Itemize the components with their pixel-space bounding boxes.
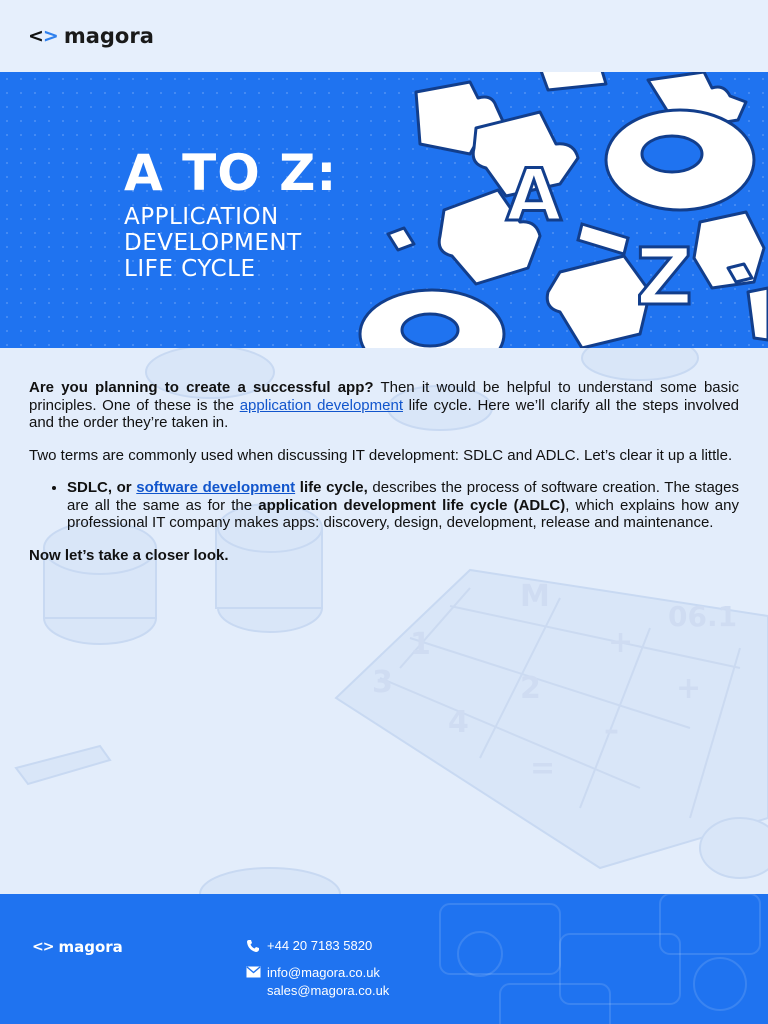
logo-mark-icon: <>	[28, 25, 58, 47]
terms-list	[29, 479, 739, 532]
calc-key-label: 4	[448, 705, 469, 740]
calc-key-label: 2	[520, 671, 541, 706]
hero-subtitle-line: DEVELOPMENT	[124, 230, 302, 256]
email-icon	[246, 966, 261, 978]
calc-key-label: M	[520, 579, 550, 614]
software-development-link[interactable]: software development	[136, 479, 296, 496]
art-letter-a: A	[506, 153, 562, 237]
top-bar	[0, 0, 768, 72]
hero-subtitle-line: LIFE CYCLE	[124, 256, 256, 282]
hero-banner	[0, 72, 768, 348]
intro-paragraph: Are you planning to create a successful app? Then it would be helpful to understand some basic principles. One of these is the application development life cycle. Here we’ll clarify all the steps involved and the order they’re taken in.	[29, 379, 740, 431]
intro-lead: Are you planning to create a successful app?	[29, 379, 374, 396]
email-info[interactable]: info@magora.co.uk	[267, 965, 380, 980]
calc-key-label: –	[604, 713, 619, 748]
terms-paragraph: Two terms are commonly used when discussing IT development: SDLC and ADLC. Let’s clear it up a little.	[29, 446, 733, 464]
puzzle-illustration	[0, 72, 768, 348]
brand-logo[interactable]	[28, 24, 154, 48]
phone-icon	[246, 939, 260, 953]
email-sales[interactable]: sales@magora.co.uk	[267, 983, 390, 998]
hero-subtitle	[124, 204, 302, 282]
calc-key-label: 3	[372, 665, 393, 700]
application-development-link[interactable]: application development	[239, 396, 403, 414]
footer	[0, 894, 768, 1024]
calc-key-label: +	[676, 671, 702, 706]
logo-wordmark: magora	[58, 938, 123, 956]
footer-background-art	[0, 894, 768, 1024]
calc-key-label: +	[608, 625, 634, 660]
logo-wordmark: magora	[63, 24, 154, 48]
hero-subtitle-line: APPLICATION	[124, 204, 279, 230]
calc-display-label: 06.1	[668, 600, 738, 633]
footer-phone[interactable]: +44 20 7183 5820	[246, 937, 372, 955]
art-letter-z: Z	[636, 233, 693, 323]
footer-logo[interactable]	[32, 938, 123, 956]
calc-key-label: 1	[410, 627, 431, 662]
logo-mark-icon: <>	[32, 939, 54, 955]
calc-key-label: =	[530, 751, 556, 786]
hero-title: A TO Z:	[124, 144, 338, 202]
footer-emails[interactable]	[246, 964, 389, 1000]
article-body	[29, 379, 739, 579]
list-item: • SDLC, or software development life cycle, describes the process of software creation. The stages are all the same as for the application development life cycle (ADLC), which explains how any professional IT company makes apps: discovery, design, development, release and maintenance.	[67, 479, 739, 532]
closing-line: Now let’s take a closer look.	[29, 546, 229, 564]
